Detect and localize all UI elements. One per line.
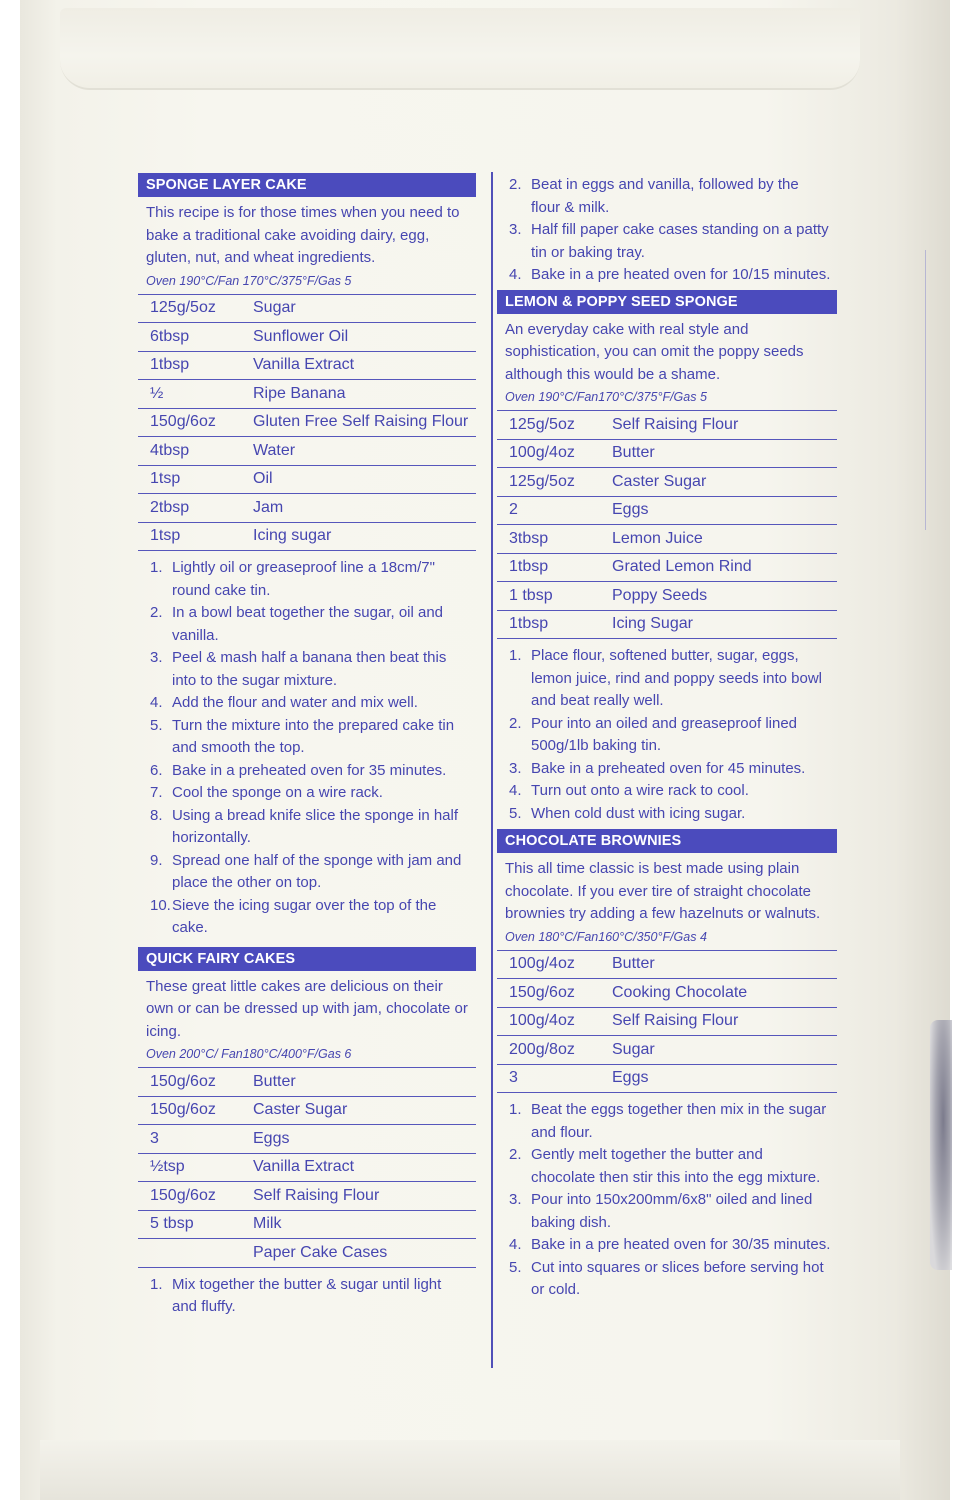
step-number: 2. bbox=[509, 1146, 522, 1163]
ingredient-quantity: ½tsp bbox=[150, 1158, 185, 1176]
bag-fold bbox=[60, 8, 860, 90]
step-number: 8. bbox=[150, 806, 163, 824]
step-number: 5. bbox=[150, 716, 163, 734]
ingredient-quantity: 100g/4oz bbox=[509, 955, 575, 973]
step-text: Bake in a preheated oven for 35 minutes. bbox=[172, 761, 447, 779]
ingredient-name: Cooking Chocolate bbox=[612, 983, 748, 1001]
recipe-chocolate-brownies bbox=[497, 829, 837, 1302]
ingredient-name: Gluten Free Self Raising Flour bbox=[253, 413, 469, 431]
ingredient-row bbox=[497, 440, 837, 469]
recipe-intro: This recipe is for those times when you need to bake a traditional cake avoiding dairy, egg, gluten, nut, and wheat ingredients. bbox=[146, 204, 460, 266]
ingredient-name: Eggs bbox=[253, 1129, 290, 1147]
step-text: Using a bread knife slice the sponge in half horizontally. bbox=[172, 806, 459, 846]
ingredient-name: Oil bbox=[253, 470, 273, 488]
ingredient-quantity: 150g/6oz bbox=[150, 1186, 216, 1204]
step-number: 4. bbox=[509, 1236, 522, 1253]
step-number: 9. bbox=[150, 851, 163, 869]
oven-settings: Oven 190°C/Fan 170°C/375°F/Gas 5 bbox=[146, 273, 352, 288]
ingredient-row bbox=[138, 1211, 476, 1240]
recipe-title: QUICK FAIRY CAKES bbox=[138, 947, 476, 971]
step-text: Bake in a pre heated oven for 10/15 minutes. bbox=[531, 266, 831, 283]
ingredient-quantity: 1tbsp bbox=[509, 558, 549, 576]
ingredient-table bbox=[497, 410, 837, 639]
ingredient-quantity: 150g/6oz bbox=[150, 1072, 216, 1090]
ingredient-row bbox=[138, 380, 476, 409]
ingredient-name: Water bbox=[253, 441, 296, 459]
right-column bbox=[497, 170, 837, 1302]
recipe-sponge-layer-cake bbox=[138, 173, 476, 940]
ingredient-quantity: ½ bbox=[150, 384, 164, 402]
ingredient-name: Caster Sugar bbox=[253, 1101, 348, 1119]
ingredient-row bbox=[497, 1008, 837, 1037]
method-steps bbox=[138, 1268, 476, 1319]
ingredient-name: Self Raising Flour bbox=[612, 1012, 739, 1030]
method-step bbox=[150, 602, 470, 647]
method-steps-continued bbox=[497, 170, 837, 287]
step-text: When cold dust with icing sugar. bbox=[531, 804, 746, 822]
ingredient-row bbox=[497, 554, 837, 583]
method-step bbox=[509, 264, 831, 287]
ingredient-quantity: 150g/6oz bbox=[509, 983, 575, 1001]
ingredient-row bbox=[138, 466, 476, 495]
step-text: Bake in a preheated oven for 45 minutes. bbox=[531, 759, 806, 777]
step-number: 3. bbox=[150, 649, 163, 666]
step-number: 5. bbox=[509, 1258, 522, 1276]
step-text: Spread one half of the sponge with jam and place the other on top. bbox=[172, 851, 462, 891]
method-step bbox=[150, 715, 470, 760]
ingredient-name: Butter bbox=[612, 955, 655, 973]
method-step bbox=[150, 557, 470, 602]
step-text: Add the flour and water and mix well. bbox=[172, 694, 418, 711]
step-number: 5. bbox=[509, 804, 522, 822]
ingredient-row bbox=[138, 523, 476, 552]
ingredient-quantity: 200g/8oz bbox=[509, 1040, 575, 1058]
method-step bbox=[509, 758, 831, 781]
method-steps bbox=[497, 1093, 837, 1302]
oven-settings: Oven 190°C/Fan170°C/375°F/Gas 5 bbox=[505, 390, 707, 404]
method-step bbox=[509, 803, 831, 826]
ingredient-name: Caster Sugar bbox=[612, 472, 707, 490]
ingredient-table bbox=[497, 950, 837, 1094]
step-text: Lightly oil or greaseproof line a 18cm/7" round cake tin. bbox=[172, 559, 435, 599]
ingredient-row bbox=[138, 494, 476, 523]
step-number: 3. bbox=[509, 1191, 522, 1208]
step-number: 3. bbox=[509, 221, 522, 238]
step-number: 6. bbox=[150, 761, 163, 779]
ingredient-quantity: 1tbsp bbox=[509, 615, 549, 633]
method-step bbox=[150, 895, 470, 940]
side-panel-edge bbox=[925, 250, 951, 530]
step-text: Beat in eggs and vanilla, followed by the flour & milk. bbox=[531, 176, 799, 216]
method-step bbox=[509, 1234, 831, 1257]
ingredient-row bbox=[497, 582, 837, 611]
method-step bbox=[509, 645, 831, 713]
ingredient-row bbox=[497, 1065, 837, 1094]
method-steps bbox=[497, 639, 837, 825]
ingredient-quantity: 1tbsp bbox=[150, 356, 190, 374]
ingredient-name: Grated Lemon Rind bbox=[612, 558, 752, 576]
ingredient-name: Icing Sugar bbox=[612, 615, 693, 633]
ingredient-quantity: 125g/5oz bbox=[509, 415, 575, 433]
step-text: Turn the mixture into the prepared cake tin and smooth the top. bbox=[172, 716, 455, 756]
ingredient-quantity: 6tbsp bbox=[150, 327, 190, 345]
left-column bbox=[138, 173, 476, 1319]
method-step bbox=[509, 780, 831, 803]
ingredient-quantity: 3 bbox=[509, 1069, 518, 1087]
step-text: Peel & mash half a banana then beat this into to the sugar mixture. bbox=[172, 649, 447, 689]
ingredient-row bbox=[497, 1036, 837, 1065]
ingredient-name: Self Raising Flour bbox=[612, 415, 739, 433]
ingredient-name: Lemon Juice bbox=[612, 529, 703, 547]
step-text: Bake in a pre heated oven for 30/35 minutes. bbox=[531, 1236, 831, 1253]
step-number: 2. bbox=[150, 604, 163, 621]
step-number: 3. bbox=[509, 759, 522, 777]
method-steps bbox=[138, 551, 476, 940]
step-number: 1. bbox=[509, 647, 522, 664]
ingredient-row bbox=[497, 411, 837, 440]
column-divider bbox=[491, 172, 493, 1368]
ingredient-row bbox=[497, 979, 837, 1008]
method-step bbox=[509, 1144, 831, 1189]
ingredient-row bbox=[138, 1125, 476, 1154]
ingredient-name: Butter bbox=[612, 444, 655, 462]
ingredient-row bbox=[497, 468, 837, 497]
method-step bbox=[509, 174, 831, 219]
recipe-title: LEMON & POPPY SEED SPONGE bbox=[497, 290, 837, 314]
ingredient-row bbox=[138, 323, 476, 352]
ingredient-name: Self Raising Flour bbox=[253, 1186, 380, 1204]
ingredient-name: Jam bbox=[253, 498, 284, 516]
ingredient-quantity: 5 tbsp bbox=[150, 1215, 194, 1233]
method-step bbox=[150, 1274, 470, 1319]
ingredient-quantity: 2tbsp bbox=[150, 498, 190, 516]
method-step bbox=[150, 647, 470, 692]
method-step bbox=[509, 1099, 831, 1144]
step-number: 4. bbox=[150, 694, 163, 711]
step-text: Pour into an oiled and greaseproof lined 500g/1lb baking tin. bbox=[531, 714, 798, 754]
recipe-intro: This all time classic is best made using plain chocolate. If you ever tire of straight chocolate brownies try adding a few hazelnuts or walnuts. bbox=[505, 860, 821, 922]
oven-settings: Oven 180°C/Fan160°C/350°F/Gas 4 bbox=[505, 929, 707, 944]
step-text: Place flour, softened butter, sugar, eggs, lemon juice, rind and poppy seeds into bowl and beat really well. bbox=[531, 647, 823, 709]
step-number: 2. bbox=[509, 176, 522, 193]
product-photo-edge bbox=[930, 1020, 952, 1270]
method-step bbox=[150, 782, 470, 805]
ingredient-row bbox=[138, 437, 476, 466]
ingredient-row bbox=[138, 1182, 476, 1211]
ingredient-name: Vanilla Extract bbox=[253, 356, 355, 374]
step-number: 1. bbox=[509, 1101, 522, 1118]
ingredient-row bbox=[497, 951, 837, 980]
ingredient-table bbox=[138, 294, 476, 552]
ingredient-quantity: 125g/5oz bbox=[509, 472, 575, 490]
ingredient-name: Eggs bbox=[612, 1069, 649, 1087]
ingredient-name: Sunflower Oil bbox=[253, 327, 349, 345]
method-step bbox=[509, 1189, 831, 1234]
ingredient-row bbox=[497, 497, 837, 526]
ingredient-name: Eggs bbox=[612, 501, 649, 519]
ingredient-table bbox=[138, 1067, 476, 1268]
ingredient-name: Ripe Banana bbox=[253, 384, 346, 402]
step-text: Half fill paper cake cases standing on a patty tin or baking tray. bbox=[531, 221, 829, 261]
ingredient-row bbox=[138, 1239, 476, 1268]
step-text: Beat the eggs together then mix in the sugar and flour. bbox=[531, 1101, 827, 1141]
step-text: Mix together the butter & sugar until light and fluffy. bbox=[172, 1275, 442, 1315]
ingredient-name: Milk bbox=[253, 1215, 282, 1233]
step-text: Gently melt together the butter and chocolate then stir this into the egg mixture. bbox=[531, 1146, 821, 1186]
ingredient-row bbox=[138, 409, 476, 438]
step-text: Cool the sponge on a wire rack. bbox=[172, 784, 383, 801]
step-number: 7. bbox=[150, 784, 163, 801]
ingredient-quantity: 100g/4oz bbox=[509, 444, 575, 462]
step-text: Sieve the icing sugar over the top of the cake. bbox=[172, 896, 437, 936]
ingredient-name: Paper Cake Cases bbox=[253, 1243, 388, 1261]
ingredient-name: Vanilla Extract bbox=[253, 1158, 355, 1176]
ingredient-name: Sugar bbox=[612, 1040, 655, 1058]
method-step bbox=[150, 760, 470, 783]
ingredient-name: Butter bbox=[253, 1072, 296, 1090]
method-step bbox=[509, 1257, 831, 1302]
recipe-intro: An everyday cake with real style and sophistication, you can omit the poppy seeds although this would be a shame. bbox=[505, 320, 804, 383]
method-step bbox=[509, 713, 831, 758]
step-number: 4. bbox=[509, 782, 522, 799]
step-number: 2. bbox=[509, 714, 522, 732]
method-step bbox=[150, 805, 470, 850]
ingredient-row bbox=[138, 352, 476, 381]
recipe-lemon-poppy-seed-sponge bbox=[497, 290, 837, 826]
ingredient-quantity: 1tsp bbox=[150, 527, 181, 545]
step-number: 10. bbox=[150, 896, 171, 914]
step-number: 4. bbox=[509, 266, 522, 283]
ingredient-quantity: 3 bbox=[150, 1129, 159, 1147]
ingredient-row bbox=[497, 611, 837, 640]
method-step bbox=[150, 850, 470, 895]
ingredient-name: Poppy Seeds bbox=[612, 586, 708, 604]
step-number: 1. bbox=[150, 1275, 163, 1293]
ingredient-quantity: 150g/6oz bbox=[150, 413, 216, 431]
recipe-intro: These great little cakes are delicious on their own or can be dressed up with jam, chocolate or icing. bbox=[146, 977, 468, 1040]
step-text: In a bowl beat together the sugar, oil and vanilla. bbox=[172, 604, 444, 644]
ingredient-row bbox=[138, 1154, 476, 1183]
ingredient-quantity: 100g/4oz bbox=[509, 1012, 575, 1030]
ingredient-row bbox=[138, 1097, 476, 1126]
ingredient-row bbox=[138, 1068, 476, 1097]
ingredient-row bbox=[497, 525, 837, 554]
ingredient-quantity: 150g/6oz bbox=[150, 1101, 216, 1119]
ingredient-quantity: 1tsp bbox=[150, 470, 181, 488]
ingredient-name: Sugar bbox=[253, 299, 296, 317]
method-step bbox=[509, 219, 831, 264]
ingredient-quantity: 2 bbox=[509, 501, 518, 519]
ingredient-quantity: 125g/5oz bbox=[150, 299, 216, 317]
recipe-title: CHOCOLATE BROWNIES bbox=[497, 829, 837, 853]
ingredient-quantity: 3tbsp bbox=[509, 529, 549, 547]
step-text: Pour into 150x200mm/6x8" oiled and lined baking dish. bbox=[531, 1191, 813, 1231]
bag-bottom bbox=[40, 1440, 900, 1500]
ingredient-quantity: 4tbsp bbox=[150, 441, 190, 459]
oven-settings: Oven 200°C/ Fan180°C/400°F/Gas 6 bbox=[146, 1047, 352, 1061]
ingredient-row bbox=[138, 295, 476, 324]
recipe-title: SPONGE LAYER CAKE bbox=[138, 173, 476, 197]
recipe-quick-fairy-cakes bbox=[138, 947, 476, 1319]
step-text: Cut into squares or slices before serving hot or cold. bbox=[531, 1258, 824, 1298]
step-number: 1. bbox=[150, 559, 163, 576]
method-step bbox=[150, 692, 470, 715]
ingredient-quantity: 1 tbsp bbox=[509, 586, 553, 604]
step-text: Turn out onto a wire rack to cool. bbox=[531, 782, 749, 799]
ingredient-name: Icing sugar bbox=[253, 527, 332, 545]
